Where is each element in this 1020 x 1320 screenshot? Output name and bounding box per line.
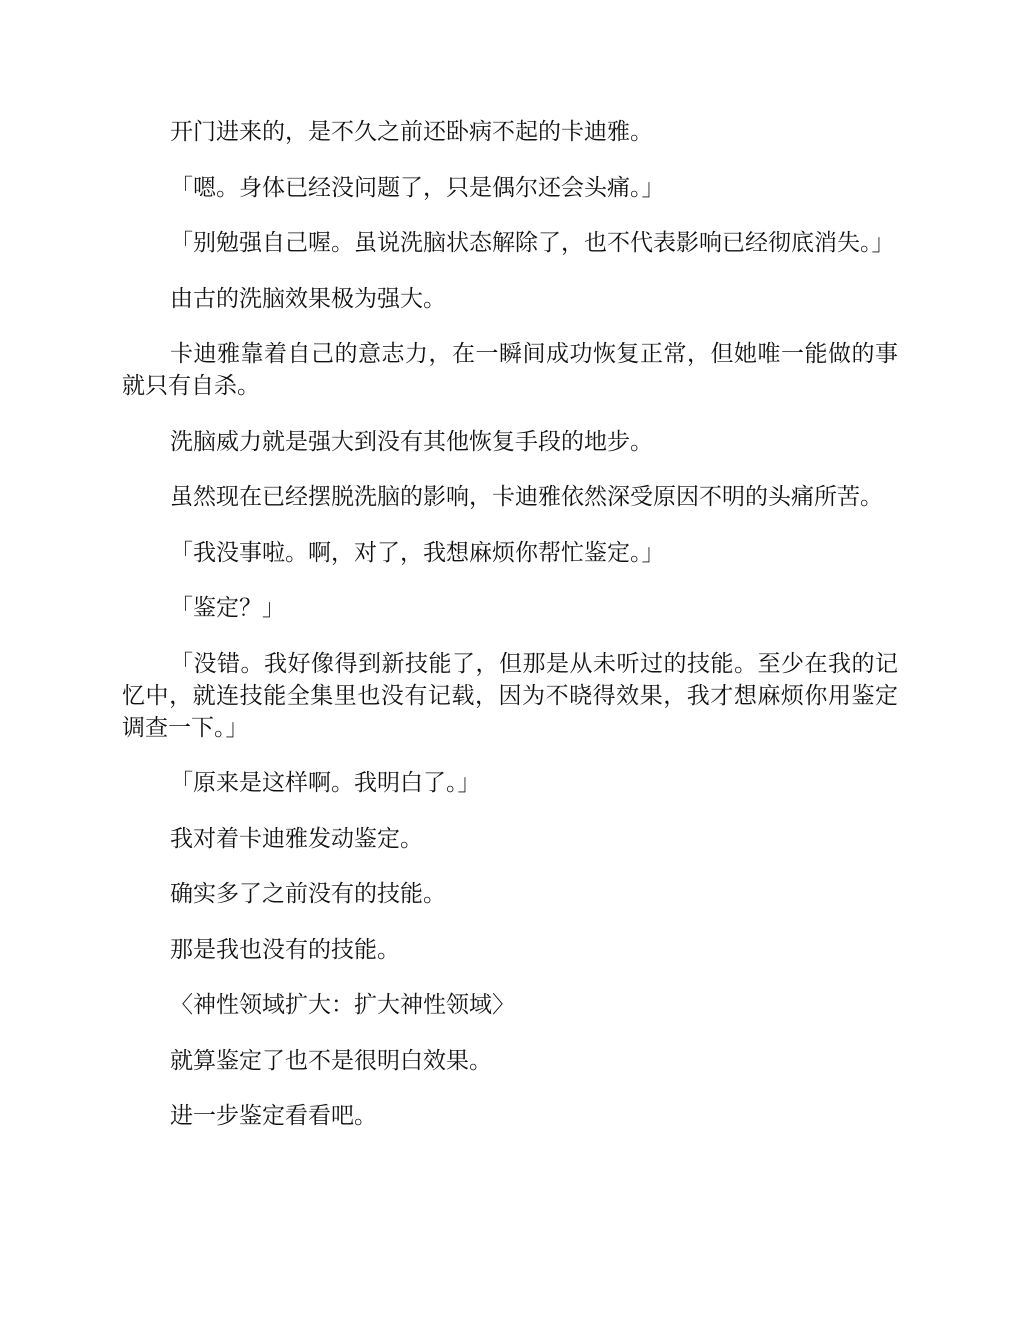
paragraph: 卡迪雅靠着自己的意志力，在一瞬间成功恢复正常，但她唯一能做的事就只有自杀。 (122, 341, 898, 399)
paragraph: 就算鉴定了也不是很明白效果。 (170, 1047, 492, 1074)
paragraph: 「我没事啦。啊，对了，我想麻烦你帮忙鉴定。」 (170, 539, 665, 566)
document-page (122, 116, 898, 1156)
paragraph: 那是我也没有的技能。 (170, 936, 400, 963)
paragraph: 〈神性领域扩大：扩大神性领域〉 (170, 992, 515, 1018)
paragraph: 开门进来的，是不久之前还卧病不起的卡迪雅。 (170, 119, 653, 145)
paragraph: 我对着卡迪雅发动鉴定。 (170, 825, 423, 852)
paragraph: 由古的洗脑效果极为强大。 (170, 285, 446, 312)
paragraph: 「没错。我好像得到新技能了，但那是从未听过的技能。至少在我的记忆中，就连技能全集里也没有记载，因为不晓得效果，我才想麻烦你用鉴定调查一下。」 (122, 650, 898, 741)
paragraph: 进一步鉴定看看吧。 (170, 1103, 377, 1129)
paragraph: 确实多了之前没有的技能。 (170, 881, 446, 907)
paragraph: 「鉴定？」 (170, 595, 285, 621)
paragraph: 虽然现在已经摆脱洗脑的影响，卡迪雅依然深受原因不明的头痛所苦。 (170, 484, 883, 510)
paragraph: 「原来是这样啊。我明白了。」 (170, 770, 481, 796)
paragraph: 洗脑威力就是强大到没有其他恢复手段的地步。 (170, 428, 653, 455)
paragraph: 「别勉强自己喔。虽说洗脑状态解除了，也不代表影响已经彻底消失。」 (170, 230, 895, 256)
paragraph: 「嗯。身体已经没问题了，只是偶尔还会头痛。」 (170, 174, 665, 201)
